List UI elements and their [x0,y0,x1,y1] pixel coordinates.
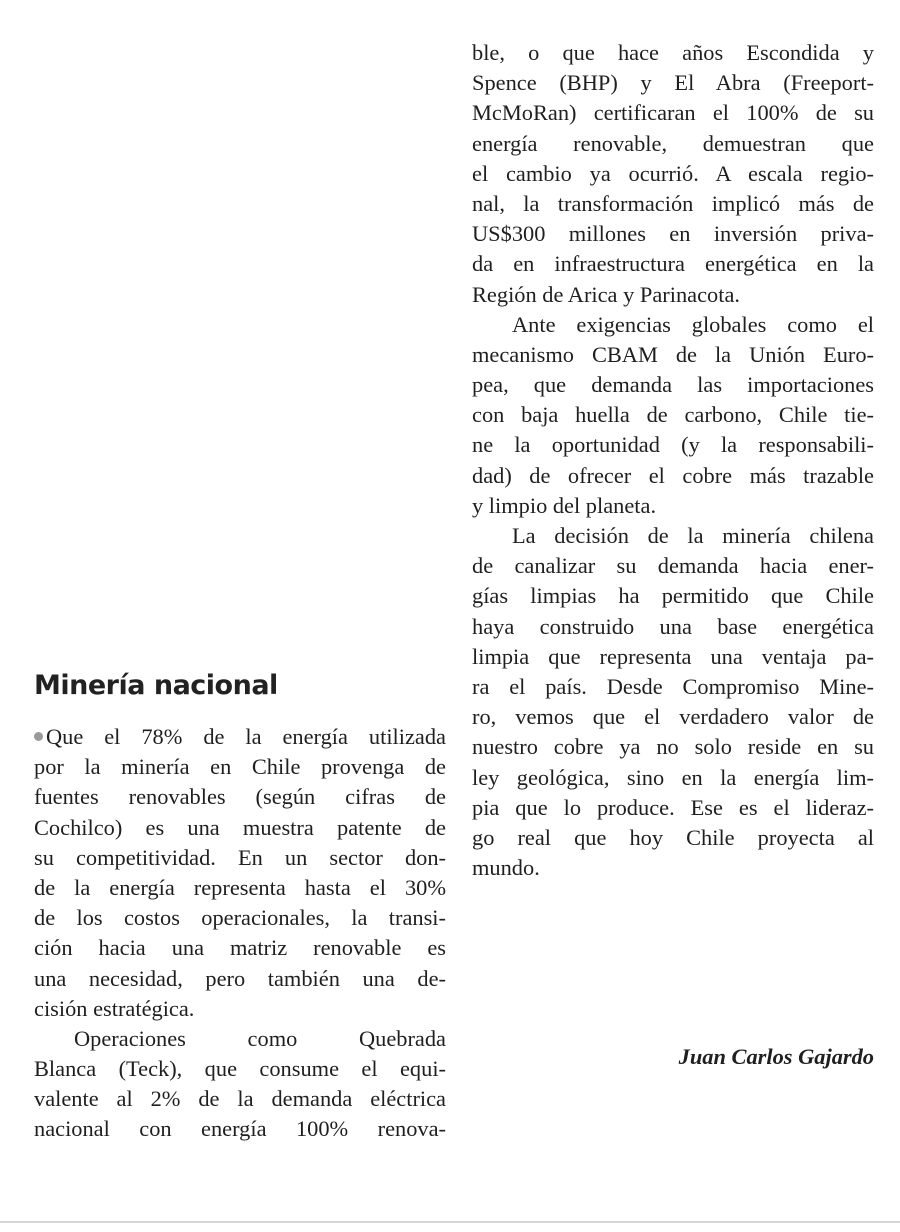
author-signature: Juan Carlos Gajardo [678,1044,874,1069]
paragraph-line: Cochilco) es una muestra patente de [34,814,446,840]
paragraph-line: ro, vemos que el verdadero valor de [472,704,874,730]
paragraph-line: mecanismo CBAM de la Unión Euro- [472,341,874,367]
paragraph-line: haya construido una base energética [472,613,874,639]
left-column [34,722,446,1145]
paragraph-line: nal, la transformación implicó más de [472,190,874,216]
paragraph-line: cisión estratégica. [34,995,195,1021]
paragraph-line: limpia que representa una ventaja pa- [472,643,874,669]
paragraph-line: su competitividad. En un sector don- [34,844,446,870]
paragraph-line: da en infraestructura energética en la [472,251,874,277]
paragraph-line: mundo. [472,855,540,881]
paragraph-line: ble, o que hace años Escondida y [472,40,874,65]
right-column [472,38,874,883]
paragraph-line: go real que hoy Chile proyecta al [472,824,874,850]
paragraph-line: US$300 millones en inversión priva- [472,221,874,247]
paragraph-line: Región de Arica y Parinacota. [472,281,740,307]
paragraph-line: pia que lo produce. Ese es el lideraz- [472,794,874,820]
paragraph-line: de canalizar su demanda hacia ener- [472,553,874,579]
paragraph-line: Operaciones como Quebrada [74,1025,446,1051]
paragraph-line: con baja huella de carbono, Chile tie- [472,402,874,428]
paragraph-line: ción hacia una matriz renovable es [34,935,446,961]
paragraph-line [34,722,446,752]
section-heading: Minería nacional [34,670,278,701]
paragraph-line: ra el país. Desde Compromiso Mine- [472,673,874,699]
paragraph-line: La decisión de la minería chilena [512,523,874,548]
paragraph-line: una necesidad, pero también una de- [34,965,446,991]
paragraph-line: Ante exigencias globales como el [512,311,874,337]
paragraph-line: energía renovable, demuestran que [472,130,874,156]
paragraph-line: McMoRan) certificaran el 100% de su [472,100,874,126]
paragraph-line: valente al 2% de la demanda eléctrica [34,1086,446,1112]
paragraph-line: ne la oportunidad (y la responsabili- [472,432,874,458]
paragraph-line: Spence (BHP) y El Abra (Freeport- [472,70,874,96]
bullet-icon [34,732,43,741]
paragraph-line: pea, que demanda las importaciones [472,372,874,398]
paragraph-line: de la energía representa hasta el 30% [34,874,446,900]
bottom-divider [0,1221,900,1223]
paragraph-line: nuestro cobre ya no solo reside en su [472,734,874,760]
paragraph-line: de los costos operacionales, la transi- [34,905,446,931]
paragraph-line: por la minería en Chile provenga de [34,754,446,780]
paragraph-line: y limpio del planeta. [472,492,657,518]
paragraph-line: Blanca (Teck), que consume el equi- [34,1056,446,1082]
line-text: Que el 78% de la energía utilizada [46,724,446,749]
paragraph-line: ley geológica, sino en la energía lim- [472,764,874,790]
paragraph-line: el cambio ya ocurrió. A escala regio- [472,160,874,186]
paragraph-line: nacional con energía 100% renova- [34,1116,446,1142]
paragraph-line: gías limpias ha permitido que Chile [472,583,874,609]
paragraph-line: fuentes renovables (según cifras de [34,784,446,810]
paragraph-line: dad) de ofrecer el cobre más trazable [472,462,874,488]
